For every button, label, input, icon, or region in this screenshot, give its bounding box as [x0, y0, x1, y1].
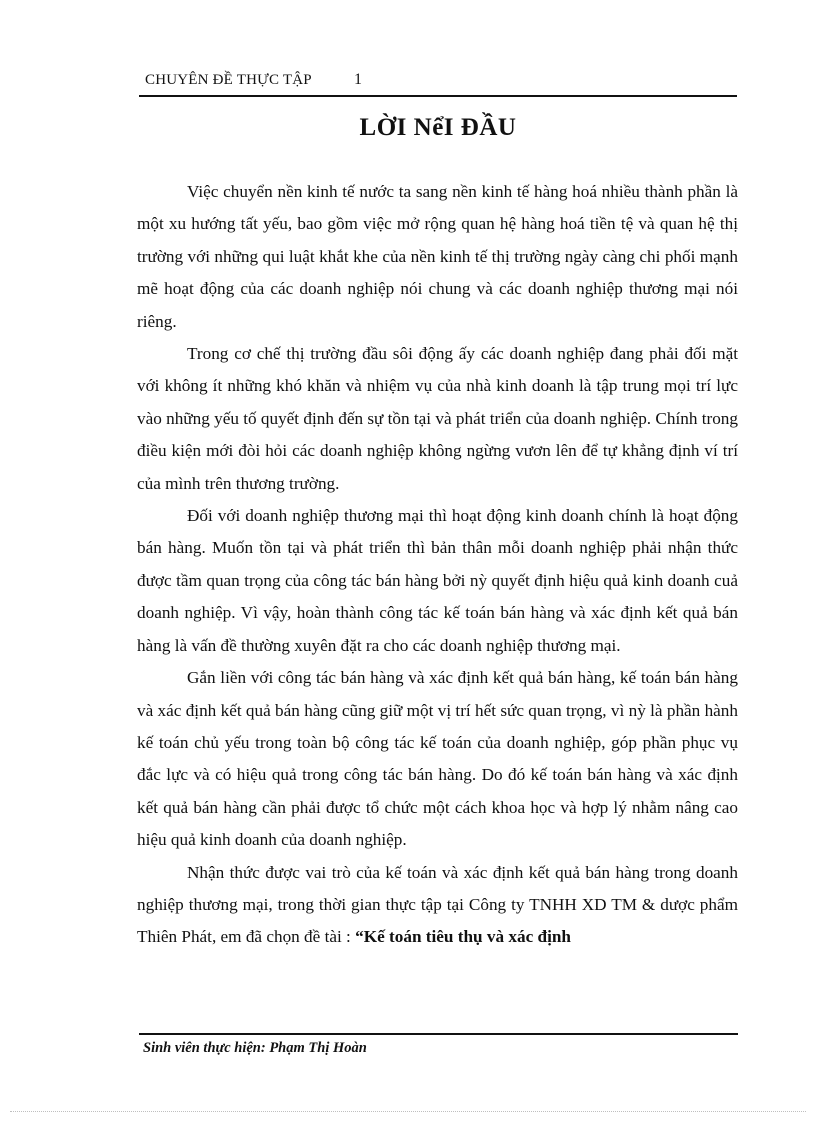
page-header — [139, 71, 737, 97]
paragraph-5-text: Nhận thức được vai trò của kế toán và xác định kết quả bán hàng trong doanh nghiệp thương mại, trong thời gian thực tập tại Công ty TNHH XD TM & dược phẩm Thiên Phát, em đã chọn đề tài : — [137, 862, 738, 947]
document-title: LỜI NểI ĐẦU — [359, 114, 517, 141]
page-number: 1 — [354, 71, 362, 88]
header-title: CHUYÊN ĐỀ THỰC TẬP — [145, 72, 312, 88]
paragraph-4: Gắn liền với công tác bán hàng và xác định kết quả bán hàng, kế toán bán hàng và xác định kết quả bán hàng cũng giữ một vị trí hết sức quan trọng, vì nỳ là phần hành kế toán chủ yếu trong toàn bộ công tác kế toán của doanh nghiệp, góp phần phục vụ đắc lực và có hiệu quả trong công tác bán hàng. Do đó kế toán bán hàng và xác định kết quả bán hàng cần phải được tổ chức một cách khoa học và hợp lý nhằm nâng cao hiệu quả kinh doanh của doanh nghiệp. — [137, 668, 738, 850]
paragraph-1: Việc chuyển nền kinh tế nước ta sang nền kinh tế hàng hoá nhiều thành phần là một xu hướng tất yếu, bao gồm việc mở rộng quan hệ hàng hoá tiền tệ và quan hệ thị trường với những qui luật khắt khe của nền kinh tế thị trường ngày càng chi phối mạnh mẽ hoạt động của các doanh nghiệp nói chung và các doanh nghiệp thương mại nói riêng. — [137, 182, 738, 331]
document-body — [137, 176, 738, 954]
topic-title-bold: “Kế toán tiêu thụ và xác định — [355, 927, 571, 947]
paragraph-5 — [137, 857, 738, 954]
paragraph-2: Trong cơ chế thị trường đầu sôi động ấy các doanh nghiệp đang phải đối mặt với không ít những khó khăn và nhiệm vụ của nhà kinh doanh là tập trung mọi trí lực vào những yếu tố quyết định đến sự tồn tại và phát triển của doanh nghiệp. Chính trong điều kiện mới đòi hỏi các doanh nghiệp không ngừng vươn lên để tự khẳng định ví trí của mình trên thương trường. — [137, 344, 738, 493]
paragraph-3: Đối với doanh nghiệp thương mại thì hoạt động kinh doanh chính là hoạt động bán hàng. Muốn tồn tại và phát triển thì bản thân mỗi doanh nghiệp phải nhận thức được tầm quan trọng của công tác bán hàng bởi nỳ quyết định hiệu quả kinh doanh cuả doanh nghiệp. Vì vậy, hoàn thành công tác kế toán bán hàng và xác định kết quả bán hàng là vấn đề thường xuyên đặt ra cho các doanh nghiệp thương mại. — [137, 506, 738, 655]
footer-author: Sinh viên thực hiện: Phạm Thị Hoàn — [143, 1040, 367, 1056]
footer-divider — [139, 1033, 738, 1035]
page-bottom-border — [10, 1111, 806, 1112]
